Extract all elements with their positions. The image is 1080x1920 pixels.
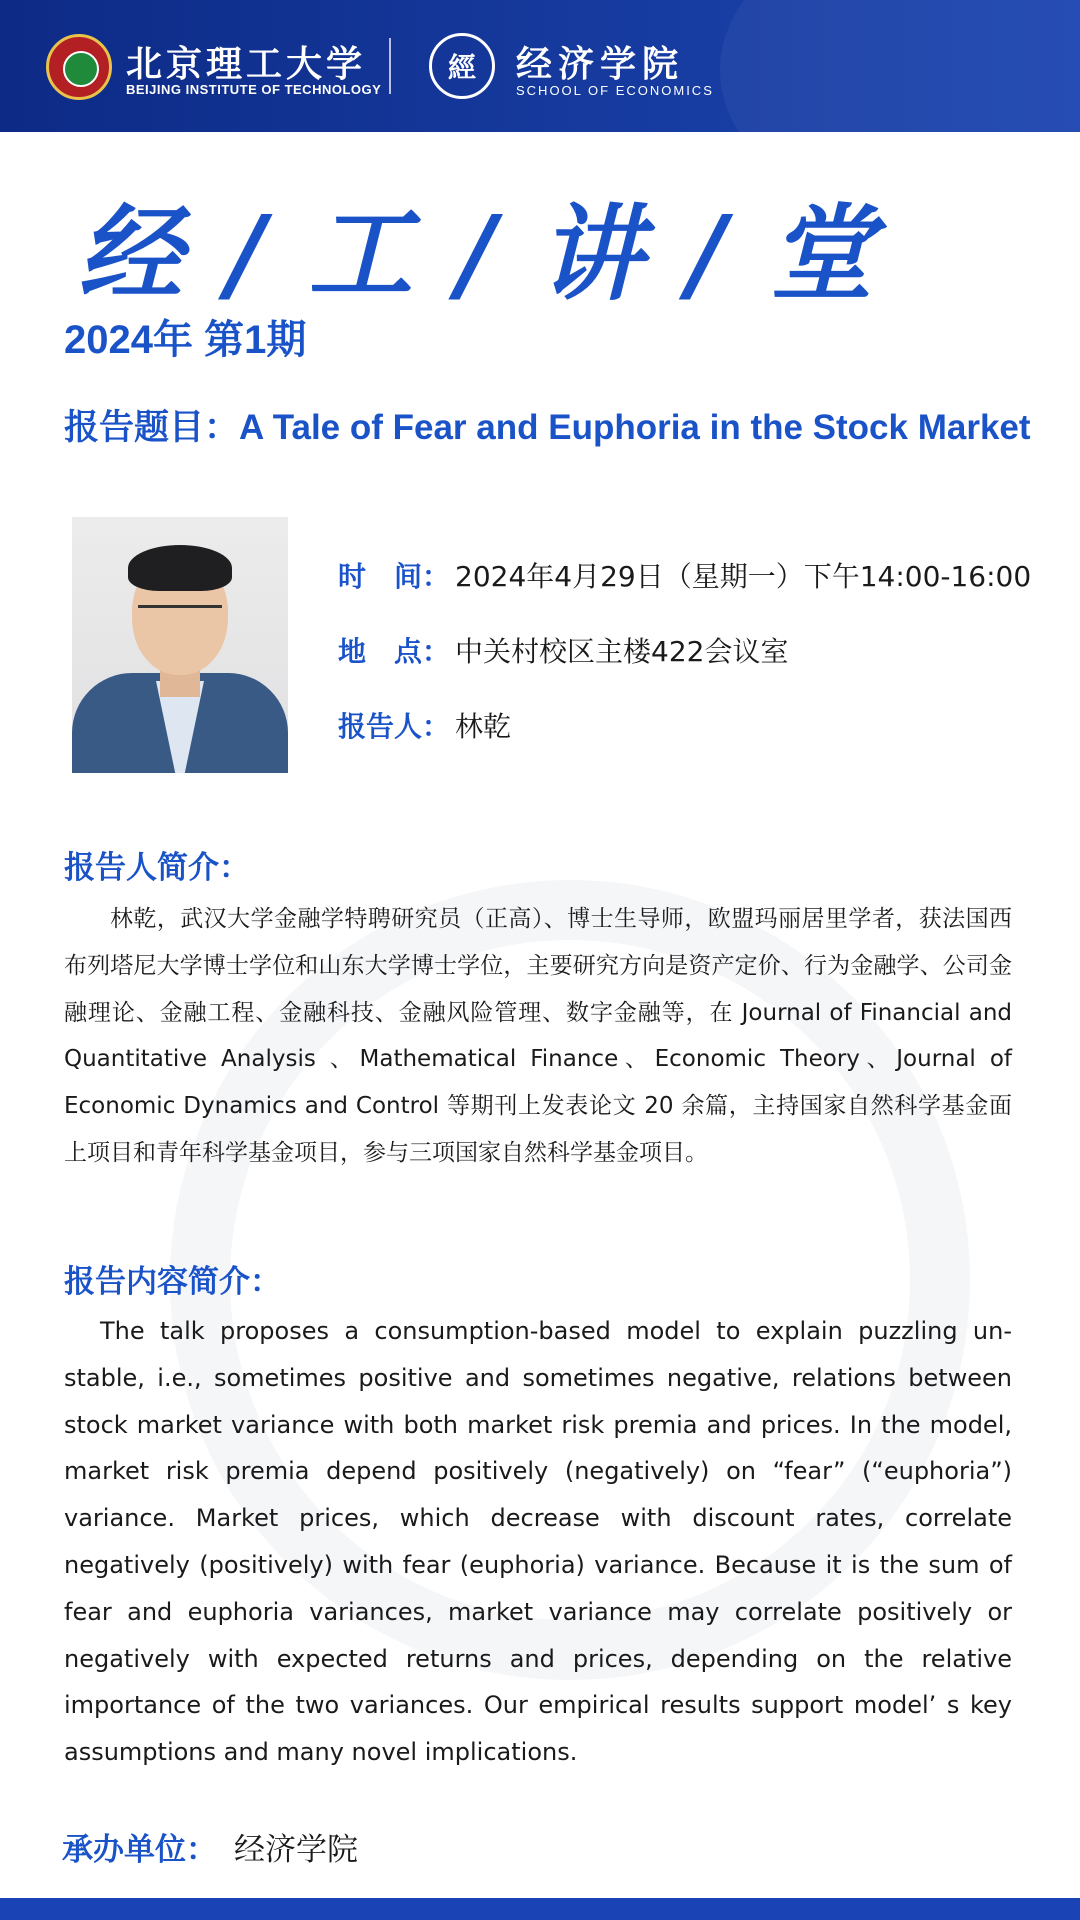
speaker-value: 林乾 — [455, 710, 512, 743]
bio-text: 林乾，武汉大学金融学特聘研究员（正高）、博士生导师，欧盟玛丽居里学者，获法国西布列塔尼大学博士学位和山东大学博士学位，主要研究方向是资产定价、行为金融学、公司金融理论、金融工程、金融科技、金融风险管理、数字金融等，在 Journal of Financial and Quantitative Analysis 、Mathematical Finance、Economic Theory、Journal of Economic Dynamics and Control 等期刊上发表论文 20 余篇，主持国家自然科学基金面上项目和青年科学基金项目，参与三项国家自然科学基金项目。 — [64, 906, 1012, 1166]
speaker-label: 报告人： — [338, 711, 451, 742]
footer-bar — [0, 1898, 1080, 1920]
school-name-en: SCHOOL OF ECONOMICS — [516, 83, 714, 98]
abstract-text: The talk proposes a consumption-based model to explain puzzling un-stable, i.e., sometimes positive and sometimes negative, relations between stock market variance with both market risk premia and prices. In the model, market risk premia depend positively (negatively) on “fear” (“euphoria”) variance. Market prices, which decrease with discount rates, correlate negatively (positively) with fear (euphoria) variance. Because it is the sum of fear and euphoria variances, market variance may correlate positively or negatively with expected returns and prices, depending on the relative importance of the two variances. Our empirical results support model’ s key assumptions and many novel implications. — [64, 1317, 1012, 1767]
school-emblem-icon: 經 — [429, 33, 495, 99]
place-value: 中关村校区主楼422会议室 — [455, 635, 789, 668]
issue-number: 2024年 第1期 — [64, 318, 307, 362]
school-name-cn: 经济学院 — [516, 43, 685, 85]
abstract-heading: 报告内容简介： — [64, 1264, 281, 1299]
university-name-en: BEIJING INSTITUTE OF TECHNOLOGY — [126, 82, 382, 97]
report-topic: 报告题目：A Tale of Fear and Euphoria in the Stock Market — [64, 408, 1031, 447]
university-name-cn: 北京理工大学 — [126, 43, 367, 85]
bit-emblem-icon — [46, 34, 112, 100]
time-label: 时 间： — [338, 561, 451, 592]
header-divider — [389, 38, 391, 94]
time-value: 2024年4月29日（星期一）下午14:00-16:00 — [455, 560, 1032, 593]
header-banner — [0, 0, 1080, 132]
speaker-photo — [72, 517, 288, 773]
organizer-label: 承办单位： — [62, 1832, 217, 1867]
series-title: 经 / 工 / 讲 / 堂 — [78, 192, 878, 315]
place-label: 地 点： — [338, 636, 451, 667]
organizer-value: 经济学院 — [234, 1832, 358, 1868]
bio-heading: 报告人简介： — [64, 850, 250, 885]
